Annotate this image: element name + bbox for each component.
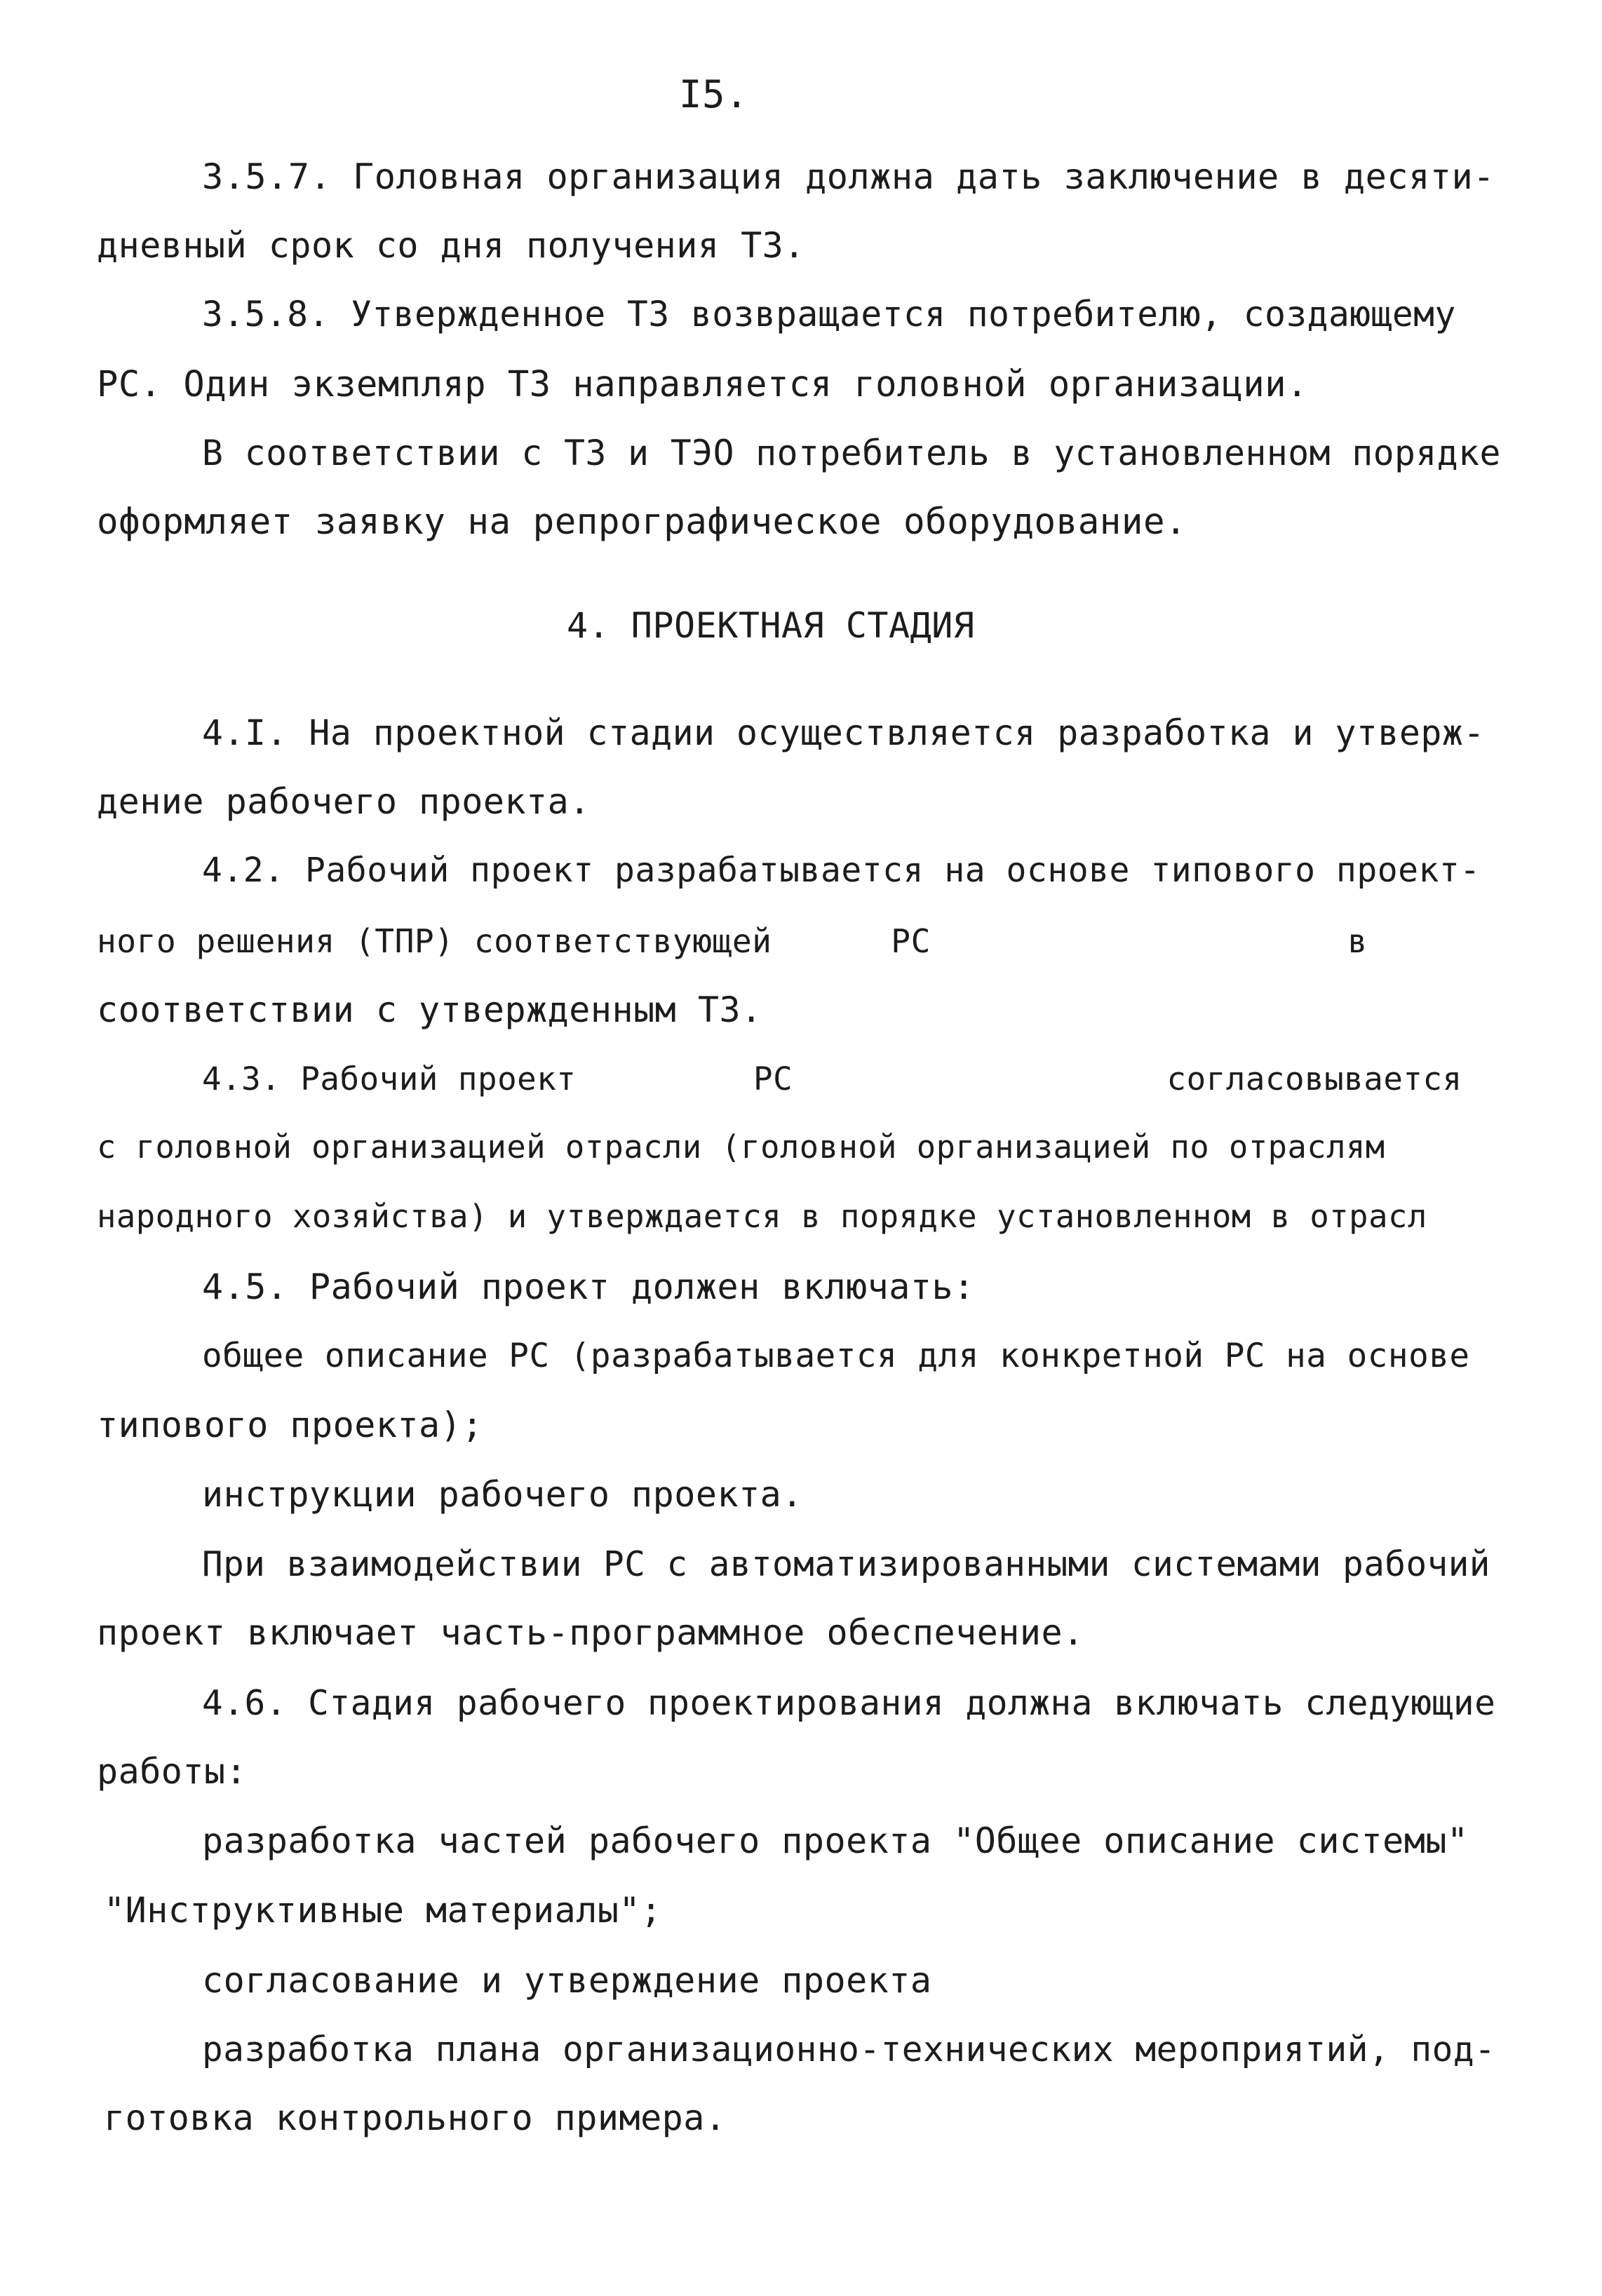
section-heading: 4. ПРОЕКТНАЯ СТАДИЯ — [567, 605, 975, 646]
page-number: I5. — [679, 72, 749, 116]
text-line: В соответствии с ТЗ и ТЭО потребитель в установленном порядке — [202, 433, 1501, 473]
text-line: разработка плана организационно-технических мероприятий, под- — [202, 2029, 1496, 2069]
text-line: работы: — [97, 1751, 248, 1792]
text-line: готовка контрольного примера. — [104, 2098, 727, 2138]
text-line: 4.3. Рабочий проект РС согласовывается — [202, 1060, 1462, 1098]
text-line: типового проекта); — [97, 1405, 483, 1445]
text-line: проект включает часть-программное обеспечение. — [97, 1612, 1084, 1653]
text-line: оформляет заявку на репрографическое оборудование. — [97, 501, 1187, 542]
text-line: 3.5.7. Головная организация должна дать заключение в десяти- — [202, 156, 1495, 197]
text-line: общее описание РС (разрабатывается для конкретной РС на основе — [202, 1337, 1470, 1375]
text-line: 4.2. Рабочий проект разрабатывается на основе типового проект- — [202, 851, 1481, 890]
text-line: При взаимодействии РС с автоматизированными системами рабочий — [202, 1544, 1490, 1584]
text-line: соответствии с утвержденным ТЗ. — [97, 990, 762, 1030]
text-line: 4.6. Стадия рабочего проектирования должна включать следующие — [202, 1682, 1496, 1723]
text-line: "Инструктивные материалы"; — [104, 1890, 662, 1931]
text-line: дение рабочего проекта. — [97, 781, 591, 822]
text-line: 4.5. Рабочий проект должен включать: — [202, 1267, 975, 1307]
text-line: инструкции рабочего проекта. — [202, 1474, 803, 1515]
text-line: 3.5.8. Утвержденное ТЗ возвращается потребителю, создающему — [202, 294, 1456, 335]
text-line: РС. Один экземпляр ТЗ направляется головной организации. — [97, 363, 1308, 405]
text-line: разработка частей рабочего проекта "Общее описание системы" — [202, 1821, 1469, 1861]
text-line: 4.I. На проектной стадии осуществляется разработка и утверж- — [202, 713, 1485, 753]
text-line: с головной организацией отрасли (головной организацией по отраслям — [97, 1128, 1385, 1166]
text-line: дневный срок со дня получения ТЗ. — [97, 225, 805, 266]
text-line: народного хозяйства) и утверждается в порядке установленном в отрасл — [97, 1198, 1427, 1235]
text-line: согласование и утверждение проекта — [202, 1960, 932, 2001]
text-line: ного решения (ТПР) соответствующей РС в — [97, 922, 1368, 960]
